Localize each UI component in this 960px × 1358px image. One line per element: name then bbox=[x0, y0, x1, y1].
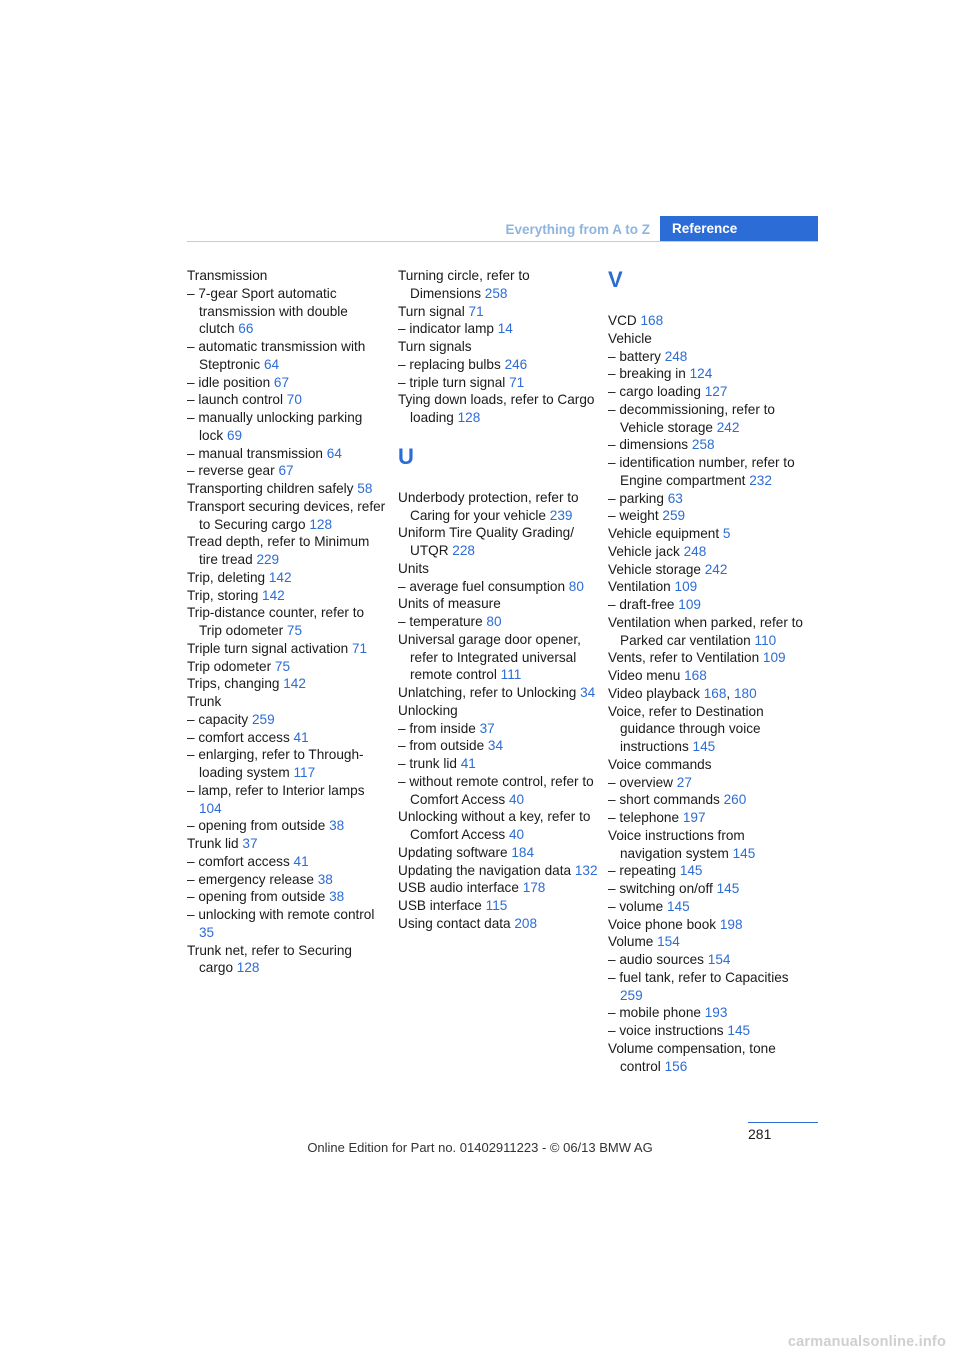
section-title: Everything from A to Z bbox=[505, 222, 650, 237]
index-entry bbox=[187, 445, 387, 463]
entry-text: Voice phone book bbox=[608, 916, 717, 932]
index-entry bbox=[187, 658, 387, 676]
index-entry bbox=[608, 490, 808, 508]
index-entry bbox=[187, 853, 387, 871]
index-entry bbox=[187, 888, 387, 906]
page-link[interactable]: 193 bbox=[704, 1005, 728, 1021]
page-link[interactable]: 154 bbox=[657, 934, 680, 950]
page-link[interactable]: 232 bbox=[749, 472, 772, 488]
page-link[interactable]: 260 bbox=[723, 792, 747, 808]
page-link[interactable]: 145 bbox=[679, 863, 703, 879]
index-entry bbox=[608, 1004, 808, 1022]
entry-text: – opening from outside bbox=[187, 889, 326, 905]
entry-text: – reverse gear bbox=[187, 463, 275, 479]
entry-text: Transmission bbox=[187, 268, 268, 283]
index-entry bbox=[187, 746, 387, 782]
index-entry bbox=[608, 774, 808, 792]
index-entry bbox=[398, 844, 598, 862]
index-entry bbox=[398, 755, 598, 773]
entry-text: Unlocking without a key, refer to Comfort Access bbox=[398, 809, 591, 842]
index-entry bbox=[187, 604, 387, 640]
page-link[interactable]: 70 bbox=[286, 392, 302, 408]
index-entry bbox=[608, 1022, 808, 1040]
entry-text: Trips, changing bbox=[187, 676, 280, 692]
entry-text: Turn signal bbox=[398, 303, 465, 319]
index-entry bbox=[398, 356, 598, 374]
index-entry bbox=[187, 835, 387, 853]
index-entry bbox=[398, 613, 598, 631]
entry-text: – 7-gear Sport automatic transmission with double clutch bbox=[187, 285, 348, 337]
index-entry bbox=[398, 808, 598, 844]
entry-text: Ventilation when parked, refer to Parked car ventilation bbox=[608, 614, 803, 648]
page-link[interactable]: 27 bbox=[676, 774, 692, 790]
index-entry bbox=[608, 454, 808, 490]
entry-text: – battery bbox=[608, 348, 661, 364]
entry-text: – telephone bbox=[608, 810, 680, 825]
entry-text: – parking bbox=[608, 490, 664, 506]
page-link[interactable]: 239 bbox=[549, 507, 573, 523]
page-link[interactable]: 180 bbox=[733, 685, 757, 701]
reference-tab: Reference bbox=[660, 216, 818, 242]
page-link[interactable]: 38 bbox=[329, 889, 345, 905]
page-link[interactable]: 145 bbox=[727, 1023, 751, 1038]
entry-text: – launch control bbox=[187, 392, 283, 408]
entry-text: – from inside bbox=[398, 720, 476, 736]
section-letter: U bbox=[398, 443, 414, 469]
page-link[interactable]: 71 bbox=[351, 640, 368, 656]
index-column-1 bbox=[187, 267, 387, 977]
entry-text: Updating software bbox=[398, 844, 508, 860]
page-link[interactable]: 128 bbox=[457, 410, 481, 425]
entry-text: – dimensions bbox=[608, 437, 689, 453]
entry-text: – trunk lid bbox=[398, 756, 457, 771]
page-link[interactable]: 242 bbox=[716, 419, 740, 435]
index-entry bbox=[398, 631, 598, 684]
page-link[interactable]: 67 bbox=[273, 374, 290, 390]
page-link[interactable]: 128 bbox=[236, 960, 260, 976]
index-entry bbox=[398, 374, 598, 392]
page-link[interactable]: 109 bbox=[762, 650, 786, 666]
index-entry bbox=[187, 640, 387, 658]
page-link[interactable]: 41 bbox=[293, 853, 309, 869]
entry-text: Units bbox=[398, 560, 429, 576]
page-link[interactable]: 75 bbox=[274, 658, 291, 674]
page-link[interactable]: 128 bbox=[309, 516, 333, 532]
index-entry bbox=[398, 489, 598, 525]
page-link[interactable]: 38 bbox=[317, 871, 333, 887]
index-entry bbox=[608, 667, 808, 685]
page-link[interactable]: 117 bbox=[293, 765, 316, 780]
entry-text: Trip-distance counter, refer to Trip odometer bbox=[187, 605, 365, 638]
entry-text: Trip, storing bbox=[187, 587, 259, 603]
entry-text: Volume compensation, tone control bbox=[608, 1040, 776, 1074]
page-link[interactable]: 110 bbox=[754, 632, 777, 648]
page-link[interactable]: 142 bbox=[262, 587, 285, 603]
entry-text: – temperature bbox=[398, 614, 483, 629]
index-entry bbox=[187, 729, 387, 747]
index-entry bbox=[398, 391, 598, 427]
entry-text: USB interface bbox=[398, 898, 482, 913]
index-entry bbox=[187, 462, 387, 480]
entry-text: Volume bbox=[608, 934, 654, 950]
index-entry bbox=[187, 480, 387, 498]
entry-text: Trip, deleting bbox=[187, 569, 266, 585]
entry-text: Trunk net, refer to Securing cargo bbox=[187, 942, 352, 976]
index-column-2 bbox=[398, 267, 598, 933]
index-entry bbox=[187, 587, 387, 605]
index-entry bbox=[608, 507, 808, 525]
page-link[interactable]: 258 bbox=[691, 437, 715, 453]
page-link[interactable]: 259 bbox=[662, 508, 686, 524]
index-entry bbox=[187, 338, 387, 374]
entry-text: – audio sources bbox=[608, 952, 704, 967]
index-entry bbox=[187, 267, 387, 285]
page-link[interactable]: 248 bbox=[664, 348, 688, 364]
page-link[interactable]: 142 bbox=[283, 676, 306, 692]
entry-text: – cargo loading bbox=[608, 384, 701, 399]
index-entry bbox=[608, 543, 808, 561]
index-entry bbox=[187, 498, 387, 534]
entry-text: Vehicle equipment bbox=[608, 526, 720, 541]
index-column-3 bbox=[608, 267, 808, 1075]
entry-text: – opening from outside bbox=[187, 818, 326, 834]
index-entry bbox=[398, 879, 598, 897]
index-entry bbox=[398, 578, 598, 596]
entry-text: VCD bbox=[608, 313, 637, 328]
index-entry bbox=[608, 880, 808, 898]
page-number: 281 bbox=[748, 1126, 772, 1142]
entry-text: Transport securing devices, refer to Securing cargo bbox=[187, 498, 386, 532]
page-link[interactable]: 34 bbox=[580, 685, 596, 700]
entry-text: – identification number, refer to Engine compartment bbox=[608, 455, 795, 488]
entry-text: – replacing bulbs bbox=[398, 356, 501, 372]
page-link[interactable]: 168 bbox=[684, 668, 707, 683]
entry-text: – emergency release bbox=[187, 871, 314, 887]
page-link[interactable]: 242 bbox=[704, 561, 728, 577]
entry-text: – weight bbox=[608, 508, 659, 524]
page-link[interactable]: 66 bbox=[238, 321, 254, 337]
page-link[interactable]: 40 bbox=[508, 791, 525, 807]
page-link[interactable]: 115 bbox=[485, 898, 508, 913]
page-link[interactable]: 41 bbox=[460, 756, 476, 771]
entry-text: Vehicle jack bbox=[608, 543, 680, 559]
index-entry bbox=[608, 916, 808, 934]
entry-text: – fuel tank, refer to Capacities bbox=[608, 969, 789, 985]
index-entry bbox=[398, 737, 598, 755]
page-link[interactable]: 145 bbox=[732, 845, 756, 861]
index-entry bbox=[187, 942, 387, 978]
index-entry bbox=[608, 649, 808, 667]
entry-text: – volume bbox=[608, 898, 664, 914]
entry-text: Turning circle, refer to Dimensions bbox=[398, 268, 530, 301]
page-link[interactable]: 228 bbox=[452, 543, 475, 558]
index-entry bbox=[608, 756, 808, 774]
page-link[interactable]: 154 bbox=[707, 952, 731, 967]
entry-text: – indicator lamp bbox=[398, 321, 494, 337]
index-entry bbox=[187, 817, 387, 835]
entry-text: Turn signals bbox=[398, 339, 472, 354]
entry-text: USB audio interface bbox=[398, 880, 519, 896]
index-entry bbox=[398, 320, 598, 338]
page-link[interactable]: 67 bbox=[278, 463, 294, 479]
page-link[interactable]: 14 bbox=[497, 321, 513, 337]
page-link[interactable]: 63 bbox=[667, 490, 683, 506]
entry-text: Trunk bbox=[187, 694, 222, 709]
index-entry bbox=[398, 524, 598, 560]
entry-text: Vehicle storage bbox=[608, 561, 701, 577]
index-entry bbox=[398, 684, 598, 702]
entry-text: – automatic transmission with Steptronic bbox=[187, 339, 366, 372]
index-entry bbox=[398, 267, 598, 303]
index-entry bbox=[398, 303, 598, 321]
page-link[interactable]: 197 bbox=[682, 810, 706, 825]
index-entry bbox=[398, 338, 598, 356]
page-link[interactable]: 156 bbox=[664, 1058, 688, 1074]
entry-text: Uniform Tire Quality Grading/ UTQR bbox=[398, 525, 575, 558]
index-entry bbox=[187, 285, 387, 338]
index-entry bbox=[608, 578, 808, 596]
index-entry: Video playback 168, 180 bbox=[608, 685, 757, 701]
header-rule bbox=[187, 241, 818, 242]
page-link[interactable]: 198 bbox=[719, 916, 743, 932]
entry-text: – average fuel consumption bbox=[398, 578, 566, 594]
index-entry bbox=[398, 720, 598, 738]
page-link[interactable]: 75 bbox=[286, 623, 303, 638]
page-link[interactable]: 35 bbox=[199, 924, 215, 940]
entry-text: – manually unlocking parking lock bbox=[187, 410, 363, 443]
entry-text: – overview bbox=[608, 774, 673, 790]
index-entry bbox=[608, 703, 808, 756]
index-entry bbox=[398, 702, 598, 720]
page-link[interactable]: 41 bbox=[293, 729, 309, 745]
entry-text: Tying down loads, refer to Cargo loading bbox=[398, 392, 595, 425]
entry-text: – enlarging, refer to Through-loading system bbox=[187, 747, 364, 780]
entry-text: – lamp, refer to Interior lamps bbox=[187, 782, 365, 798]
index-entry bbox=[398, 560, 598, 578]
page-link[interactable]: 208 bbox=[514, 915, 538, 931]
page-link[interactable]: 246 bbox=[504, 356, 528, 372]
entry-text: Trip odometer bbox=[187, 658, 272, 674]
entry-text: – comfort access bbox=[187, 729, 290, 745]
entry-text: – comfort access bbox=[187, 853, 290, 869]
page-link[interactable]: 229 bbox=[256, 552, 280, 567]
page-link[interactable]: 80 bbox=[568, 578, 584, 594]
index-entry bbox=[187, 711, 387, 729]
entry-text: – repeating bbox=[608, 863, 677, 879]
index-entry bbox=[608, 383, 808, 401]
index-entry bbox=[608, 951, 808, 969]
index-entry bbox=[398, 595, 598, 613]
index-entry bbox=[608, 365, 808, 383]
entry-text: – voice instructions bbox=[608, 1023, 724, 1038]
index-entry bbox=[608, 809, 808, 827]
entry-text: Unlocking bbox=[398, 702, 458, 718]
index-entry bbox=[608, 614, 808, 650]
page-link[interactable]: 142 bbox=[268, 569, 292, 585]
index-entry bbox=[608, 348, 808, 366]
index-entry bbox=[187, 782, 387, 818]
index-entry bbox=[608, 791, 808, 809]
entry-text: – triple turn signal bbox=[398, 374, 506, 390]
page-link[interactable]: 5 bbox=[722, 526, 731, 541]
entry-text: Vehicle bbox=[608, 330, 652, 346]
index-entry bbox=[608, 862, 808, 880]
page-link[interactable]: 37 bbox=[242, 836, 258, 851]
index-entry bbox=[187, 374, 387, 392]
index-entry bbox=[187, 871, 387, 889]
index-entry bbox=[608, 525, 808, 543]
entry-text: – manual transmission bbox=[187, 445, 323, 461]
page-link[interactable]: 69 bbox=[226, 427, 243, 443]
index-entry bbox=[608, 436, 808, 454]
page-link[interactable]: 58 bbox=[357, 481, 373, 496]
page-link[interactable]: 124 bbox=[689, 366, 713, 382]
page-link[interactable]: 184 bbox=[511, 844, 535, 860]
entry-text: – short commands bbox=[608, 792, 720, 808]
index-entry bbox=[187, 569, 387, 587]
entry-text: – idle position bbox=[187, 374, 271, 390]
page-link[interactable]: 34 bbox=[487, 738, 504, 754]
entry-text: Ventilation bbox=[608, 579, 671, 595]
index-entry bbox=[398, 773, 598, 809]
entry-text: Updating the navigation data bbox=[398, 862, 572, 878]
index-entry bbox=[608, 596, 808, 614]
page-link[interactable]: 168 bbox=[703, 685, 727, 701]
page-link[interactable]: 259 bbox=[252, 711, 275, 727]
index-entry bbox=[398, 915, 598, 933]
entry-text: – mobile phone bbox=[608, 1005, 701, 1021]
entry-text: Tread depth, refer to Minimum tire tread bbox=[187, 534, 370, 567]
page-link[interactable]: 64 bbox=[326, 445, 342, 461]
index-entry bbox=[187, 906, 387, 942]
entry-text: Video menu bbox=[608, 668, 681, 683]
page-link[interactable]: 168 bbox=[640, 313, 664, 328]
index-entry bbox=[398, 862, 598, 880]
page-link[interactable]: 145 bbox=[716, 881, 740, 896]
entry-text: – from outside bbox=[398, 738, 485, 754]
page-link[interactable]: 64 bbox=[264, 356, 280, 372]
entry-text: Transporting children safely bbox=[187, 481, 354, 496]
index-entry bbox=[187, 391, 387, 409]
index-entry bbox=[608, 1040, 808, 1076]
entry-text: – switching on/off bbox=[608, 881, 713, 896]
entry-text: – unlocking with remote control bbox=[187, 907, 375, 922]
page-link[interactable]: 80 bbox=[486, 614, 502, 629]
entry-text: Vents, refer to Ventilation bbox=[608, 650, 760, 666]
footer-text: Online Edition for Part no. 01402911223 - © 06/13 BMW AG bbox=[307, 1140, 653, 1155]
entry-text: – without remote control, refer to Comfort Access bbox=[398, 773, 594, 807]
entry-text: – draft-free bbox=[608, 597, 675, 612]
index-entry bbox=[608, 969, 808, 1005]
entry-text: Triple turn signal activation bbox=[187, 640, 349, 656]
section-letter: V bbox=[608, 267, 623, 292]
entry-text: Video playback bbox=[608, 685, 700, 701]
index-entry bbox=[608, 312, 808, 330]
page-link[interactable]: 38 bbox=[329, 818, 345, 834]
page-link[interactable]: 109 bbox=[674, 579, 698, 595]
page-link[interactable]: 104 bbox=[199, 800, 222, 816]
index-entry bbox=[608, 827, 808, 863]
page-link[interactable]: 40 bbox=[508, 827, 525, 842]
index-entry bbox=[608, 401, 808, 437]
page-link[interactable]: 71 bbox=[509, 374, 525, 390]
index-entry bbox=[608, 330, 808, 348]
page-link[interactable]: 71 bbox=[468, 303, 484, 319]
entry-text: Universal garage door opener, refer to Integrated universal remote control bbox=[398, 631, 581, 683]
entry-text: Underbody protection, refer to Caring for your vehicle bbox=[398, 489, 579, 523]
page-link[interactable]: 127 bbox=[704, 384, 728, 399]
page-link[interactable]: 259 bbox=[620, 987, 643, 1003]
page-link[interactable]: 145 bbox=[666, 898, 690, 914]
page-link[interactable]: 111 bbox=[500, 667, 522, 683]
entry-text: – capacity bbox=[187, 711, 249, 727]
page-link[interactable]: 178 bbox=[522, 880, 546, 896]
page-link[interactable]: 109 bbox=[678, 597, 701, 612]
index-entry bbox=[187, 409, 387, 445]
entry-text: – breaking in bbox=[608, 366, 686, 382]
index-entry bbox=[608, 561, 808, 579]
page-link[interactable]: 258 bbox=[484, 285, 508, 301]
index-entry bbox=[187, 675, 387, 693]
index-entry bbox=[187, 693, 387, 711]
page-link[interactable]: 37 bbox=[479, 720, 495, 736]
entry-text: Unlatching, refer to Unlocking bbox=[398, 685, 577, 700]
page-link[interactable]: 132 bbox=[574, 862, 598, 878]
entry-text: Using contact data bbox=[398, 915, 511, 931]
entry-text: Voice, refer to Destination guidance through voice instructions bbox=[608, 703, 764, 754]
index-entry bbox=[608, 933, 808, 951]
page-number-rule bbox=[748, 1122, 818, 1123]
index-entry bbox=[608, 898, 808, 916]
watermark: carmanualsonline.info bbox=[787, 1334, 946, 1350]
entry-text: Voice instructions from navigation system bbox=[608, 827, 745, 861]
entry-text: Trunk lid bbox=[187, 836, 239, 851]
index-entry bbox=[398, 897, 598, 915]
page-link[interactable]: 248 bbox=[683, 543, 707, 559]
page-link[interactable]: 145 bbox=[692, 739, 716, 754]
entry-text: – decommissioning, refer to Vehicle storage bbox=[608, 401, 775, 435]
index-entry bbox=[187, 533, 387, 569]
entry-text: Voice commands bbox=[608, 756, 712, 772]
entry-text: Units of measure bbox=[398, 596, 501, 612]
